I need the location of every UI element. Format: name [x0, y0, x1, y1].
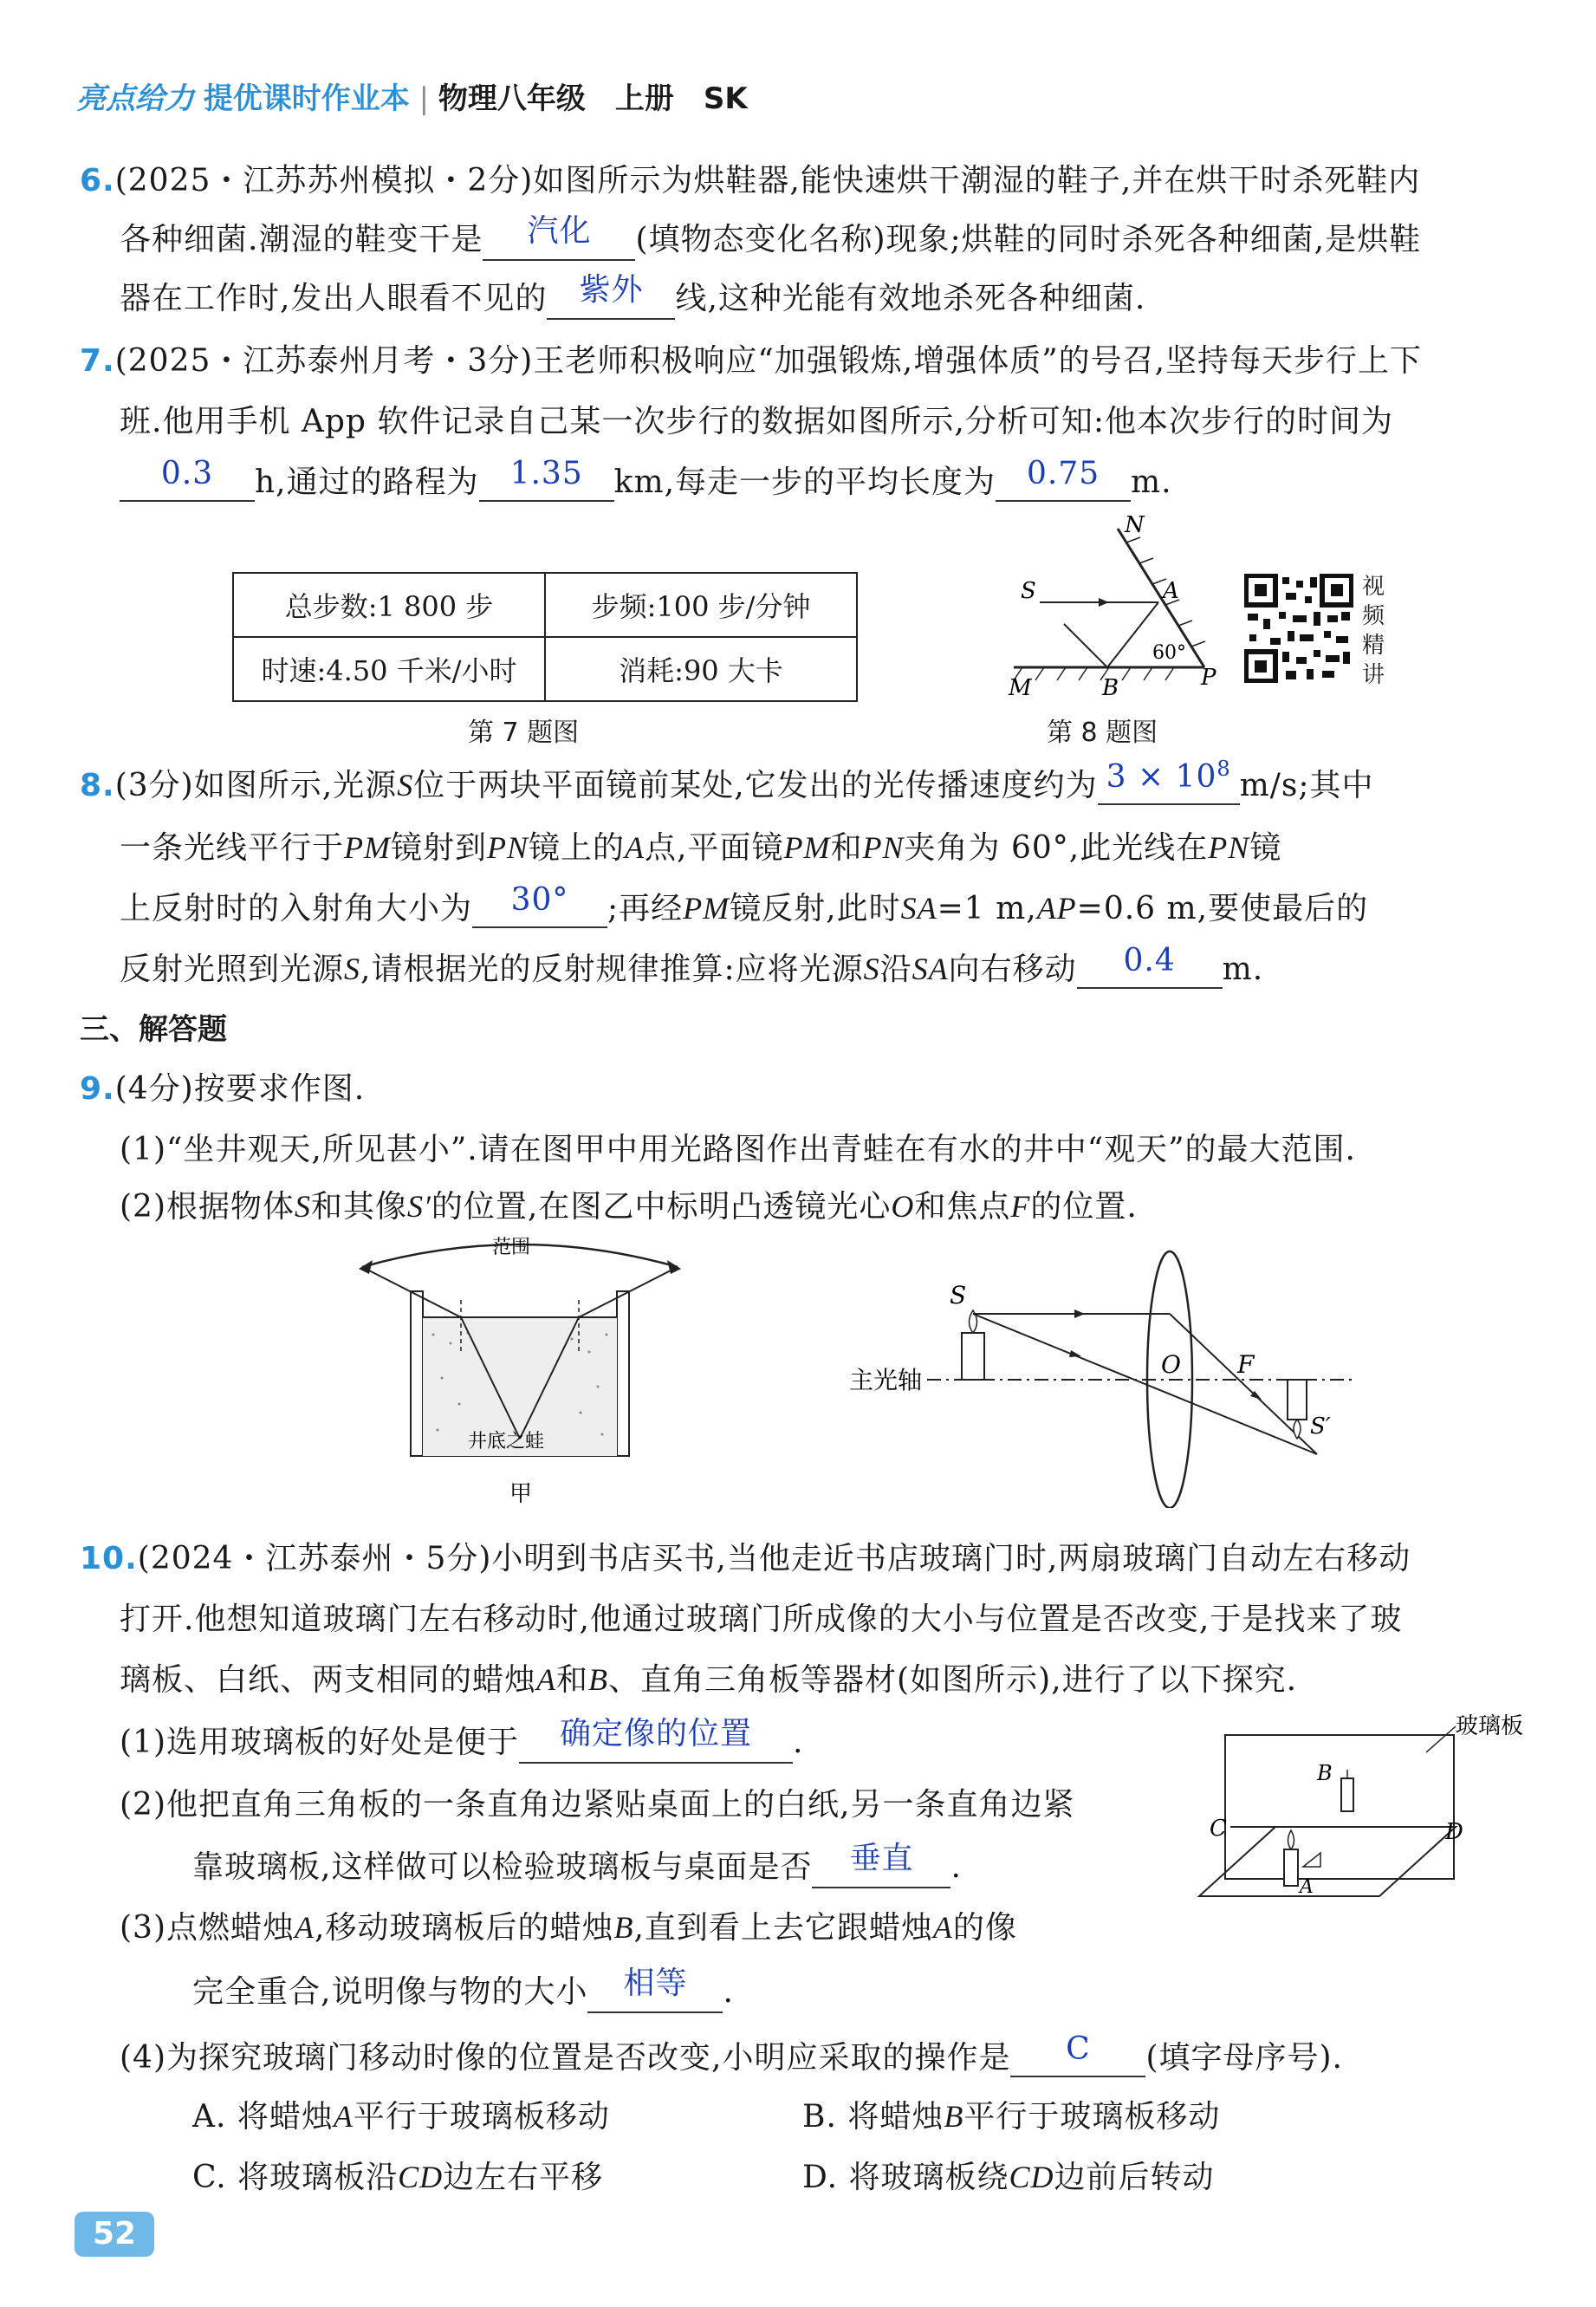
- header-separator: |: [418, 81, 430, 116]
- second-reflected-ray: [1064, 624, 1107, 667]
- fig8-mirror-diagram: [996, 511, 1230, 702]
- label-A: A: [1163, 578, 1179, 604]
- mirror-pm-hatch: [1014, 667, 1174, 680]
- q10-option-b: B. 将蜡烛B平行于玻璃板移动: [802, 2099, 1221, 2135]
- q8-line4: 反射光照到光源S,请根据光的反射规律推算:应将光源S沿SA向右移动 0.4 m.: [120, 943, 1264, 987]
- label-O: O: [1161, 1350, 1181, 1379]
- candle-object: [962, 1333, 984, 1380]
- q7-line1: 7.(2025・江苏泰州月考・3分)王老师积极响应“加强锻炼,增强体质”的号召,坚持每天步行上下: [80, 343, 1423, 379]
- label-D: D: [1445, 1819, 1463, 1845]
- fig9-lens-diagram: [832, 1248, 1360, 1508]
- label-S: S: [950, 1281, 967, 1309]
- ray-arrow: [1069, 1350, 1081, 1357]
- q7-number: 7.: [80, 343, 115, 379]
- q6-number: 6.: [80, 163, 115, 198]
- q10-part3b: 完全重合,说明像与物的大小 相等 .: [192, 1967, 734, 2013]
- candle-b: [1341, 1778, 1353, 1811]
- q6-line1: 6.(2025・江苏苏州模拟・2分)如图所示为烘鞋器,能快速烘干潮湿的鞋子,并在烘干时杀死鞋内: [80, 163, 1421, 198]
- q8-number: 8.: [80, 768, 115, 803]
- q10-blank3: 相等: [587, 1967, 723, 2013]
- glass-label: 玻璃板: [1456, 1714, 1524, 1739]
- brand-logo: 亮点给力: [76, 81, 194, 116]
- flame-icon: [1294, 1420, 1301, 1439]
- table-cell: 消耗:90 大卡: [545, 637, 857, 701]
- q9-head: 9.(4分)按要求作图.: [80, 1071, 366, 1107]
- header-course: 物理八年级 上册 SK: [438, 81, 748, 116]
- axis-label: 主光轴: [849, 1366, 923, 1394]
- q10-part1: (1)选用玻璃板的好处是便于 确定像的位置 .: [120, 1718, 803, 1764]
- ray-arrow: [1099, 598, 1109, 607]
- q10-option-a: A. 将蜡烛A平行于玻璃板移动: [192, 2099, 610, 2135]
- fig-a-caption: 甲: [509, 1481, 533, 1507]
- q10-number: 10.: [80, 1541, 138, 1576]
- ray-through-center: [973, 1314, 1317, 1454]
- label-M: M: [1009, 675, 1032, 701]
- video-explain-label: 视 频 精 讲: [1362, 574, 1385, 688]
- label-S: S: [1021, 578, 1036, 604]
- label-S-prime: S′: [1310, 1413, 1331, 1439]
- q10-blank2: 垂直: [812, 1842, 950, 1888]
- page-number: 52: [75, 2212, 154, 2257]
- header-subtitle: 提优课时作业本: [203, 81, 410, 116]
- fig9-well-diagram: [347, 1231, 693, 1517]
- frog-label: 井底之蛙: [468, 1431, 545, 1452]
- q8-line2: 一条光线平行于PM镜射到PN镜上的A点,平面镜PM和PN夹角为 60°,此光线在PN镜: [120, 830, 1282, 866]
- reflected-ray: [1107, 602, 1158, 667]
- flame-icon: [1288, 1830, 1294, 1849]
- candle-a: [1284, 1849, 1298, 1886]
- ray-arrow: [1074, 1309, 1085, 1318]
- q10-option-d: D. 将玻璃板绕CD边前后转动: [802, 2160, 1215, 2195]
- q8-blank2: 30°: [472, 891, 607, 928]
- range-label: 范围: [492, 1237, 531, 1258]
- q7-caption: 第 7 题图: [468, 718, 580, 748]
- q8-line3: 上反射时的入射角大小为 30° ;再经PM镜反射,此时SA=1 m,AP=0.6 m,要使最后的: [120, 882, 1369, 926]
- table-cell: 时速:4.50 千米/小时: [233, 637, 545, 701]
- triangle-ruler: [1303, 1853, 1320, 1867]
- q9-part1: (1)“坐井观天,所见甚小”.请在图甲中用光路图作出青蛙在有水的井中“观天”的最大范围.: [120, 1132, 1356, 1167]
- fig8-caption: 第 8 题图: [1047, 718, 1158, 748]
- q8-blank1: $3 \times 10^8$: [1098, 765, 1240, 805]
- glass-plate: [1225, 1735, 1454, 1879]
- q6-line2: 各种细菌.潮湿的鞋变干是 汽化 (填物态变化名称)现象;烘鞋的同时杀死各种细菌,是烘鞋: [120, 215, 1421, 261]
- q10-line2: 打开.他想知道玻璃门左右移动时,他通过玻璃门所成像的大小与位置是否改变,于是找来了玻: [120, 1602, 1403, 1637]
- q10-line1: 10.(2024・江苏泰州・5分)小明到书店买书,当他走近书店玻璃门时,两扇玻璃门自动左右移动: [80, 1541, 1411, 1576]
- q9-part2: (2)根据物体S和其像S′的位置,在图乙中标明凸透镜光心O和焦点F的位置.: [120, 1189, 1138, 1225]
- well-wall-right: [617, 1291, 629, 1456]
- q6-line3: 器在工作时,发出人眼看不见的 紫外 线,这种光能有效地杀死各种细菌.: [120, 274, 1145, 320]
- q7-blank3: 0.75: [996, 465, 1131, 502]
- q7-blank1: 0.3: [120, 465, 255, 502]
- label-A: A: [1300, 1876, 1314, 1898]
- page-header: [76, 75, 748, 117]
- table-cell: 步频:100 步/分钟: [545, 573, 857, 637]
- q6-blank2: 紫外: [547, 274, 675, 320]
- q7-data-table: [232, 572, 858, 702]
- q6-blank1: 汽化: [483, 215, 635, 261]
- q8-line1: 8.(3分)如图所示,光源S位于两块平面镜前某处,它发出的光传播速度约为 $3 \times 10^8$ m/s;其中: [80, 757, 1374, 803]
- label-B: B: [1317, 1761, 1333, 1785]
- label-B: B: [1102, 675, 1119, 701]
- label-C: C: [1210, 1816, 1227, 1842]
- well-wall-left: [411, 1291, 423, 1456]
- q10-part2b: 靠玻璃板,这样做可以检验玻璃板与桌面是否 垂直 .: [192, 1842, 962, 1888]
- q7-line2: 班.他用手机 App 软件记录自己某一次步行的数据如图所示,分析可知:他本次步行的时间为: [120, 404, 1393, 439]
- candle-image: [1288, 1380, 1307, 1420]
- q7-blank2: 1.35: [479, 465, 614, 502]
- q10-line3: 璃板、白纸、两支相同的蜡烛A和B、直角三角板等器材(如图所示),进行了以下探究.: [120, 1662, 1298, 1698]
- label-F: F: [1237, 1350, 1255, 1379]
- white-paper: [1199, 1827, 1456, 1896]
- q8-blank3: 0.4: [1077, 952, 1223, 989]
- label-P: P: [1201, 665, 1216, 691]
- q10-blank1: 确定像的位置: [519, 1718, 793, 1764]
- q10-glass-plate-diagram: [1196, 1714, 1542, 1905]
- label-angle: 60°: [1152, 642, 1186, 664]
- q10-blank4: C: [1010, 2040, 1145, 2077]
- q10-part3a: (3)点燃蜡烛A,移动玻璃板后的蜡烛B,直到看上去它跟蜡烛A的像: [120, 1910, 1017, 1946]
- q10-part4: (4)为探究玻璃门移动时像的位置是否改变,小明应采取的操作是 C (填字母序号).: [120, 2031, 1343, 2076]
- section-heading: 三、解答题: [80, 1012, 227, 1047]
- pointer-line: [1426, 1726, 1456, 1752]
- q7-line3: 0.3 h,通过的路程为 1.35 km,每走一步的平均长度为 0.75 m.: [120, 458, 1172, 502]
- qr-code-icon[interactable]: [1244, 574, 1353, 683]
- table-cell: 总步数:1 800 步: [233, 573, 545, 637]
- q9-number: 9.: [80, 1071, 115, 1107]
- q10-option-c: C. 将玻璃板沿CD边左右平移: [192, 2160, 604, 2195]
- q10-part2a: (2)他把直角三角板的一条直角边紧贴桌面上的白纸,另一条直角边紧: [120, 1787, 1075, 1823]
- label-N: N: [1125, 512, 1145, 538]
